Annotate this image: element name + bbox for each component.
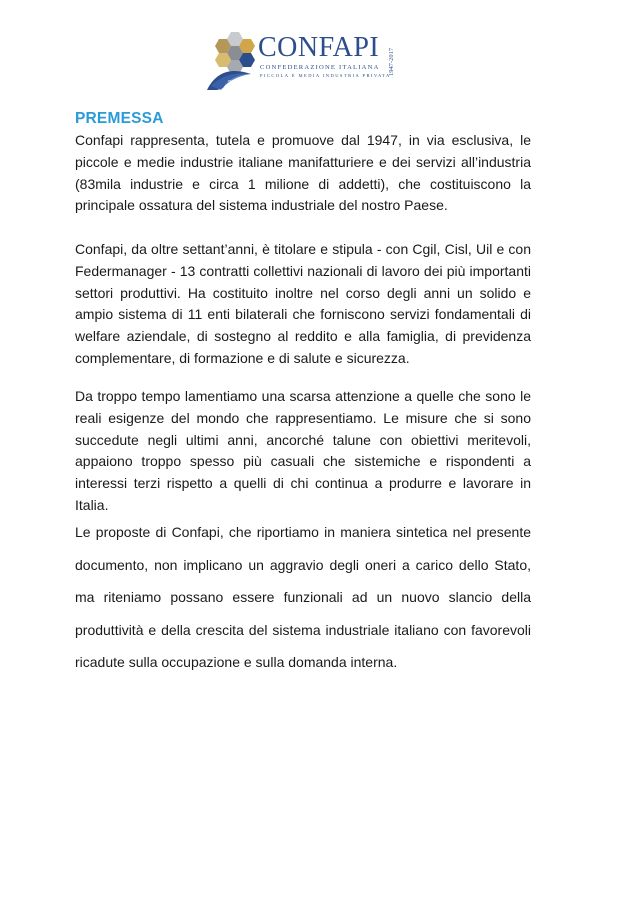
section-title: PREMESSA [75, 110, 164, 127]
confapi-logo [203, 30, 403, 92]
logo-years: 1947-2017 [388, 47, 395, 76]
paragraph-intro: Confapi rappresenta, tutela e promuove dal 1947, in via esclusiva, le piccole e medie industrie italiane manifatturiere e dei servizi all’industria (83mila industrie e circa 1 milione di addetti), che costituiscono la principale ossatura del sistema industriale del nostro Paese. [75, 132, 531, 214]
logo-anniversary: 70° [227, 79, 239, 88]
paragraph-contracts: Confapi, da oltre settant’anni, è titolare e stipula - con Cgil, Cisl, Uil e con Federmanager - 13 contratti collettivi nazionali di lavoro dei più importanti settori produttivi. Ha costituito inoltre nel corso degli anni un solido e ampio sistema di 11 enti bilaterali che forniscono servizi fondamentali di welfare aziendale, di sostegno al reddito e alla famiglia, di previdenza complementare, di formazione e di salute e sicurezza. [75, 241, 531, 366]
logo-subtitle-secondary: PICCOLA E MEDIA INDUSTRIA PRIVATA [260, 73, 391, 78]
paragraph-proposals: Le proposte di Confapi, che riportiamo in maniera sintetica nel presente documento, non implicano un aggravio degli oneri a carico dello Stato, ma riteniamo possano essere funzionali ad un nuovo slancio della produttività e della crescita del sistema industriale italiano con favorevoli ricadute sulla occupazione e sulla domanda interna. [75, 524, 531, 670]
logo-subtitle: CONFEDERAZIONE ITALIANA [260, 64, 380, 71]
paragraph-concerns: Da troppo tempo lamentiamo una scarsa attenzione a quelle che sono le reali esigenze del mondo che rappresentiamo. Le misure che si sono succedute negli ultimi anni, ancorché talune con obiettivi meritevoli, appaiono troppo spesso più casuali che sistemiche e rispondenti a interessi terzi rispetto a quelli di chi continua a produrre e lavorare in Italia. [75, 388, 531, 513]
hexagon-cluster-icon [215, 32, 255, 74]
logo-wordmark: CONFAPI [258, 32, 380, 63]
